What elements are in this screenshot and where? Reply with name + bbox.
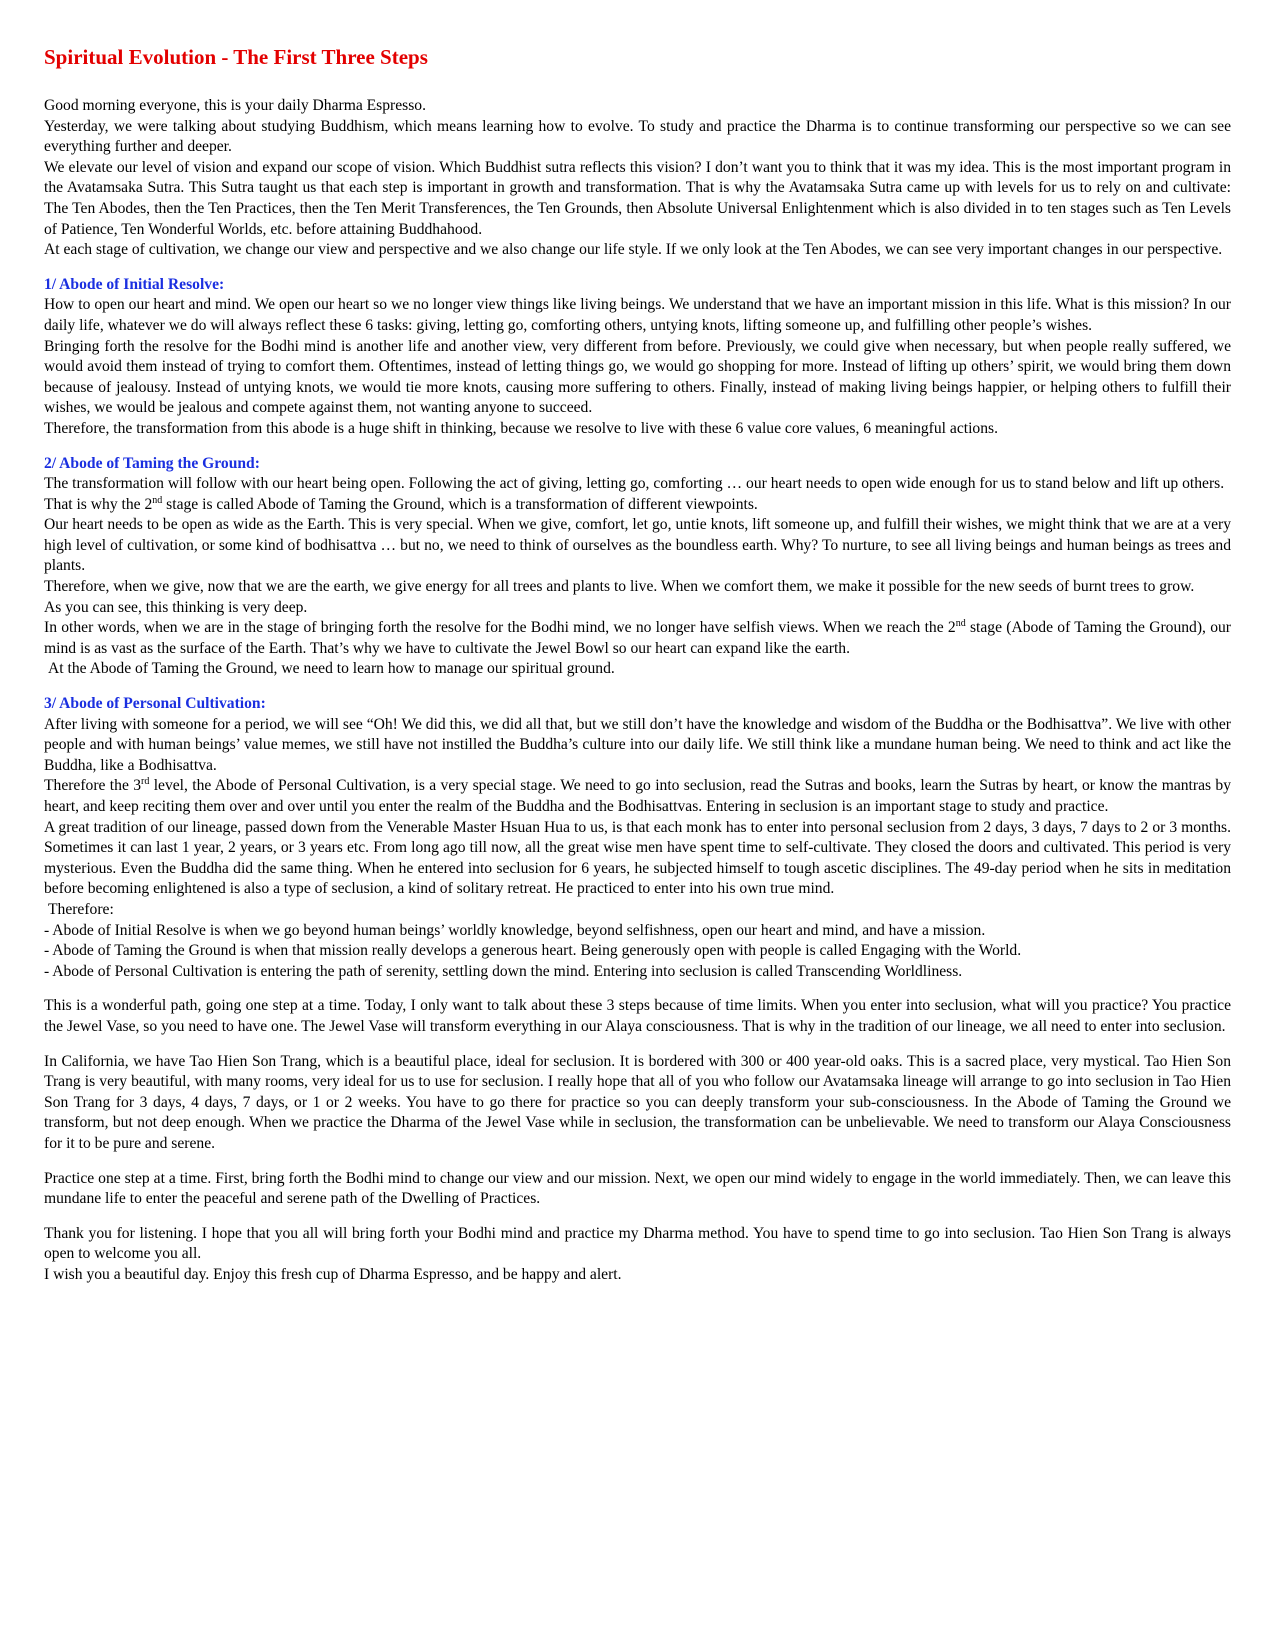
section-heading-personal-cultivation: 3/ Abode of Personal Cultivation: (44, 695, 266, 713)
summary-bullet: - Abode of Taming the Ground is when that mission really develops a generous heart. Being generously open with people is called Engaging with the World. (44, 942, 1022, 960)
section-paragraph (44, 495, 1231, 516)
section-paragraph: Our heart needs to be open as wide as the Earth. This is very special. When we give, comfort, let go, untie knots, lift someone up, and fulfill their wishes, we might think that we are at a very high level of cultivation, or some kind of bodhisattva … but no, we need to think of ourselves as the boundless earth. Why? To nurture, to see all living beings and human beings as trees and plants. (44, 516, 1231, 575)
intro-paragraph: Yesterday, we were talking about studying Buddhism, which means learning how to evolve. To study and practice the Dharma is to continue transforming our perspective so we can see everything further and deeper. (44, 117, 1231, 156)
closing-paragraph: In California, we have Tao Hien Son Trang, which is a beautiful place, ideal for seclusion. It is bordered with 300 or 400 year-old oaks. This is a sacred place, very mystical. Tao Hien Son Trang is very beautiful, with many rooms, very ideal for us to use for seclusion. I really hope that all of you who follow our Avatamsaka lineage will arrange to go into seclusion in Tao Hien Son Trang for 3 days, 4 days, 7 days, or 1 or 2 weeks. You have to go there for practice so you can deeply transform your sub-consciousness. In the Abode of Taming the Ground we transform, but not deep enough. When we practice the Dharma of the Jewel Vase while in seclusion, the transformation can be unbelievable. We need to transform our Alaya Consciousness for it to be pure and serene. (44, 1052, 1231, 1152)
section-paragraph: Therefore, when we give, now that we are the earth, we give energy for all trees and plants to live. When we comfort them, we make it possible for the new seeds of burnt trees to grow. (44, 578, 1195, 596)
text-run: stage is called Abode of Taming the Ground, which is a transformation of different viewpoints. (162, 495, 758, 513)
section-paragraph: Therefore, the transformation from this abode is a huge shift in thinking, because we resolve to live with these 6 value core values, 6 meaningful actions. (44, 419, 998, 437)
intro-paragraph: At each stage of cultivation, we change our view and perspective and we also change our life style. If we only look at the Ten Abodes, we can see very important changes in our perspective. (44, 241, 1223, 259)
text-run: stage (Abode of Taming the Ground), our mind is as vast as the surface of the Earth. That’s why we have to cultivate the Jewel Bowl so our heart can expand like the earth. (44, 619, 1231, 657)
text-run: level, the Abode of Personal Cultivation, is a very special stage. We need to go into seclusion, read the Sutras and books, learn the Sutras by heart, or know the mantras by heart, and keep reciting them over and over until you enter the realm of the Buddha and the Bodhisattvas. Entering in seclusion is an important stage to study and practice. (44, 777, 1231, 815)
section-paragraph: After living with someone for a period, we will see “Oh! We did this, we did all that, but we still don’t have the knowledge and wisdom of the Buddha or the Bodhisattva”. We live with other people and with human beings’ value memes, we still have not instilled the Buddha’s culture into our daily life. We still think like a mundane human being. We need to think and act like the Buddha, like a Bodhisattva. (44, 715, 1231, 774)
closing-paragraph: I wish you a beautiful day. Enjoy this fresh cup of Dharma Espresso, and be happy and alert. (44, 1265, 622, 1283)
closing-paragraph: Practice one step at a time. First, bring forth the Bodhi mind to change our view and our mission. Next, we open our mind widely to engage in the world immediately. Then, we can leave this mundane life to enter the peaceful and serene path of the Dwelling of Practices. (44, 1169, 1231, 1208)
closing-paragraph: This is a wonderful path, going one step at a time. Today, I only want to talk about these 3 steps because of time limits. When you enter into seclusion, what will you practice? You practice the Jewel Vase, so you need to have one. The Jewel Vase will transform everything in our Alaya consciousness. That is why in the tradition of our lineage, we all need to enter into seclusion. (44, 997, 1231, 1035)
intro-paragraph: Good morning everyone, this is your daily Dharma Espresso. (44, 97, 426, 114)
text-run: Therefore the 3 (44, 777, 142, 795)
section-heading-taming-ground: 2/ Abode of Taming the Ground: (44, 454, 260, 472)
intro-paragraph: We elevate our level of vision and expand our scope of vision. Which Buddhist sutra reflects this vision? I don’t want you to think that it was my idea. This is the most important program in the Avatamsaka Sutra. This Sutra taught us that each step is important in growth and transformation. That is why the Avatamsaka Sutra came up with levels for us to rely on and cultivate: The Ten Abodes, then the Ten Practices, then the Ten Merit Transferences, the Ten Grounds, then Absolute Universal Enlightenment which is also divided in to ten stages such as Ten Levels of Patience, Ten Wonderful Worlds, etc. before attaining Buddhahood. (44, 158, 1231, 238)
summary-bullet: - Abode of Initial Resolve is when we go beyond human beings’ worldly knowledge, beyond selfishness, open our heart and mind, and have a mission. (44, 921, 986, 939)
summary-bullet: - Abode of Personal Cultivation is entering the path of serenity, settling down the mind. Entering into seclusion is called Transcending Worldliness. (44, 962, 963, 980)
section-paragraph: As you can see, this thinking is very deep. (44, 598, 308, 616)
section-paragraph: The transformation will follow with our heart being open. Following the act of giving, letting go, comforting … our heart needs to open wide enough for us to stand below and lift up others. (44, 475, 1225, 493)
section-paragraph: At the Abode of Taming the Ground, we need to learn how to manage our spiritual ground. (48, 660, 615, 678)
section-heading-initial-resolve: 1/ Abode of Initial Resolve: (44, 275, 225, 293)
section-paragraph: Therefore: (48, 900, 114, 918)
text-run: In other words, when we are in the stage of bringing forth the resolve for the Bodhi mind, we no longer have selfish views. When we reach the 2 (44, 619, 956, 637)
section-paragraph: Bringing forth the resolve for the Bodhi mind is another life and another view, very different from before. Previously, we could give when necessary, but when people really suffered, we would avoid them instead of trying to comfort them. Oftentimes, instead of letting things go, we would go shopping for more. Instead of lifting up others’ spirit, we would bring them down because of jealousy. Instead of untying knots, we would tie more knots, causing more suffering to others. Finally, instead of making living beings happier, or helping others to fulfill their wishes, we would be jealous and compete against them, not wanting anyone to succeed. (44, 337, 1231, 417)
section-paragraph: How to open our heart and mind. We open our heart so we no longer view things like living beings. We understand that we have an important mission in this life. What is this mission? In our daily life, whatever we do will always reflect these 6 tasks: giving, letting go, comforting others, untying knots, lifting someone up, and fulfilling other people’s wishes. (44, 296, 1231, 334)
ordinal-suffix: rd (141, 776, 150, 788)
ordinal-suffix: nd (955, 618, 966, 630)
section-paragraph: A great tradition of our lineage, passed down from the Venerable Master Hsuan Hua to us, is that each monk has to enter into personal seclusion from 2 days, 3 days, 7 days to 2 or 3 months. Sometimes it can last 1 year, 2 years, or 3 years etc. From long ago till now, all the great wise men have spent time to self-cultivate. They closed the doors and cultivated. This period is very mysterious. Even the Buddha did the same thing. When he entered into seclusion for 6 years, he subjected himself to tough ascetic disciplines. The 49-day period when he sits in meditation before becoming enlightened is also a type of seclusion, a kind of solitary retreat. He practiced to enter into his own true mind. (44, 818, 1231, 898)
closing-paragraph: Thank you for listening. I hope that you all will bring forth your Bodhi mind and practice my Dharma method. You have to spend time to go into seclusion. Tao Hien Son Trang is always open to welcome you all. (44, 1224, 1231, 1263)
ordinal-suffix: nd (152, 494, 163, 506)
text-run: That is why the 2 (44, 495, 153, 513)
section-paragraph (44, 776, 1231, 817)
page-title: Spiritual Evolution - The First Three Steps (44, 45, 428, 69)
section-paragraph (44, 618, 1231, 659)
